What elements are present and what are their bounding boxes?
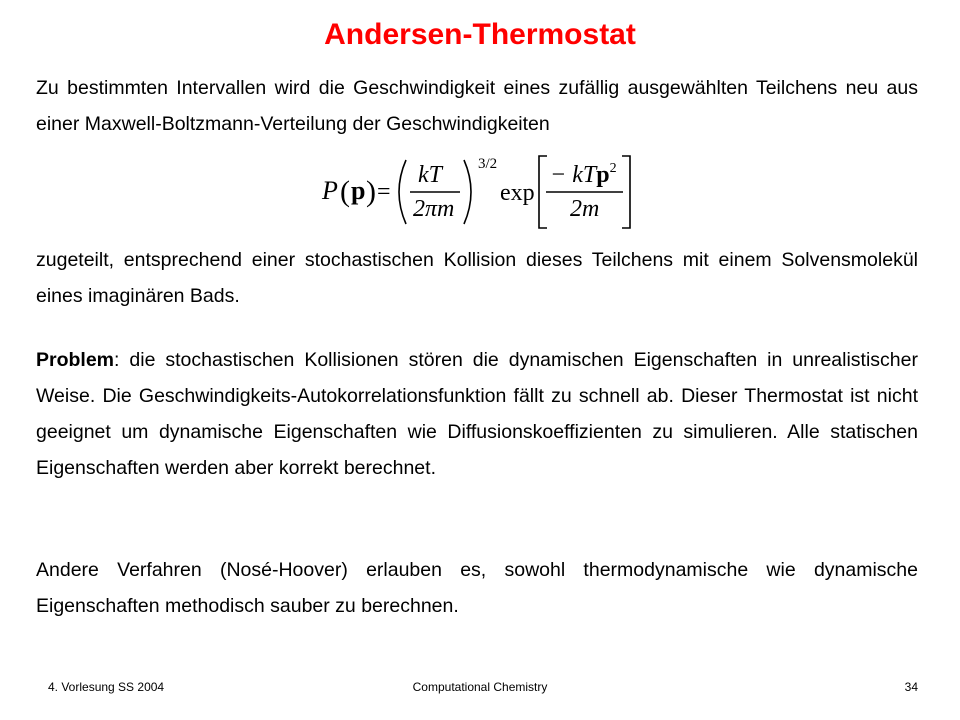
footer-page-number: 34: [904, 680, 918, 694]
formula-num2: − kTp$^2$: [550, 161, 617, 188]
formula-num1: kT: [418, 162, 442, 188]
footer-course: Computational Chemistry: [412, 680, 548, 694]
formula-den1: 2πm: [413, 196, 455, 222]
formula-paren-open: (: [340, 175, 350, 208]
formula-bracket-right: [622, 156, 630, 228]
paragraph-problem: [36, 342, 918, 486]
paragraph-intro: Zu bestimmten Intervallen wird die Geschwindigkeit eines zufällig ausgewählten Teilchens neu aus einer Maxwell-Boltzmann-Verteilung der Geschwindigkeiten: [36, 77, 918, 135]
problem-text: : die stochastischen Kollisionen stören die dynamischen Eigenschaften in unrealistischer Weise. Die Geschwindigkeits-Autokorrelationsfunktion fällt zu schnell ab. Dieser Thermostat ist nicht geeignet um dynamische Eigenschaften wie Diffusionskoeffizienten zu simulieren. Alle statischen Eigenschaften werden aber korrekt berechnet.: [36, 349, 918, 479]
formula-exp: exp: [500, 180, 535, 206]
formula-big-paren-left: [399, 160, 406, 224]
footer-lecture: 4. Vorlesung SS 2004: [48, 680, 165, 694]
formula-big-paren-right: [464, 160, 471, 224]
paragraph-collision: zugeteilt, entsprechend einer stochastischen Kollision dieses Teilchens mit einem Solvensmolekül eines imaginären Bads.: [36, 249, 918, 307]
formula-bracket-left: [539, 156, 547, 228]
formula-arg: p: [351, 176, 366, 205]
problem-label: Problem: [36, 349, 115, 371]
formula-graphic: [320, 152, 650, 232]
formula-lhs: P: [322, 176, 338, 205]
maxwell-boltzmann-formula: [320, 152, 650, 232]
formula-den2: 2m: [570, 196, 600, 222]
formula-paren-close: ): [366, 175, 376, 208]
formula-equals: =: [377, 179, 391, 205]
slide-title: Andersen-Thermostat: [324, 18, 636, 51]
formula-exponent: 3/2: [478, 156, 498, 172]
paragraph-nose-hoover: Andere Verfahren (Nosé-Hoover) erlauben es, sowohl thermodynamische wie dynamische Eigenschaften methodisch sauber zu berechnen.: [36, 559, 918, 617]
